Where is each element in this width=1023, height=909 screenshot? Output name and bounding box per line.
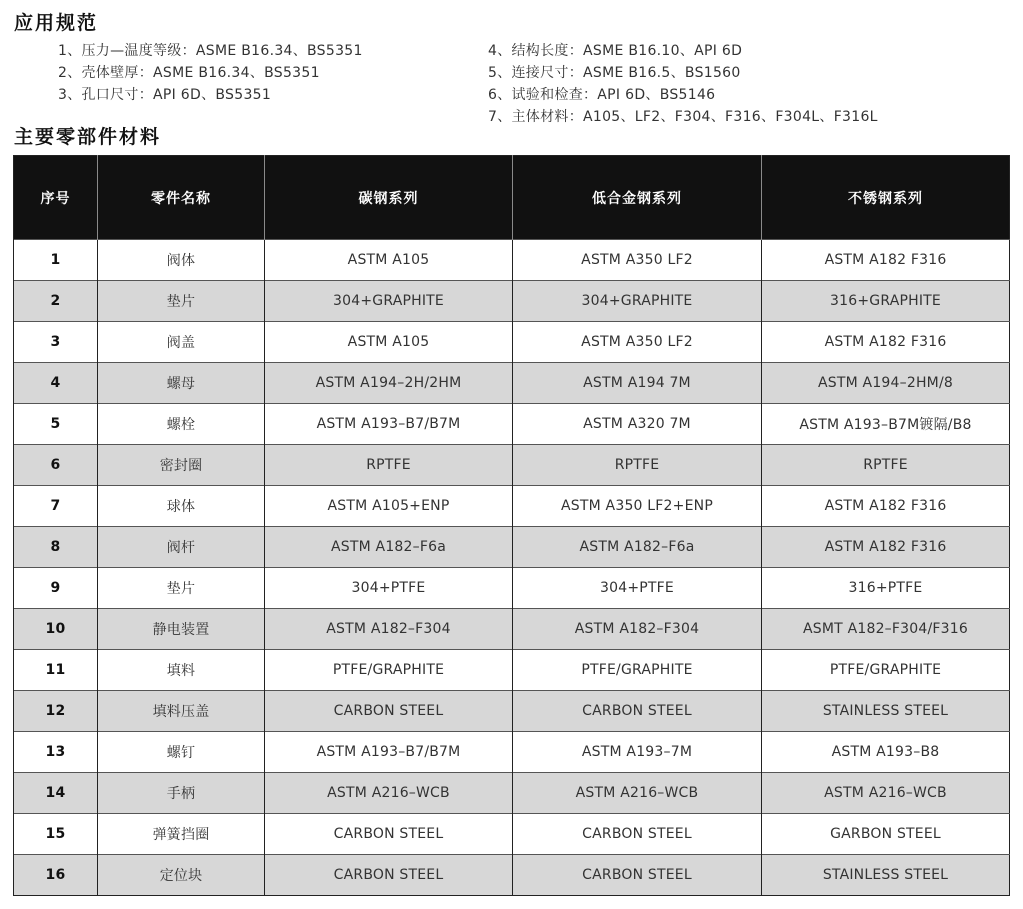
cell-part-name: 垫片 — [98, 568, 265, 609]
cell-serial-no: 8 — [14, 527, 98, 568]
standards-list-left — [58, 40, 363, 106]
cell-low-alloy-steel: ASTM A350 LF2+ENP — [513, 486, 762, 527]
cell-serial-no: 2 — [14, 281, 98, 322]
cell-carbon-steel: ASTM A193–B7/B7M — [265, 404, 513, 445]
table-row — [14, 650, 1010, 691]
cell-part-name: 阀杆 — [98, 527, 265, 568]
cell-carbon-steel: ASTM A105 — [265, 322, 513, 363]
cell-carbon-steel: CARBON STEEL — [265, 814, 513, 855]
cell-carbon-steel: RPTFE — [265, 445, 513, 486]
cell-serial-no: 9 — [14, 568, 98, 609]
cell-low-alloy-steel: PTFE/GRAPHITE — [513, 650, 762, 691]
cell-low-alloy-steel: 304+PTFE — [513, 568, 762, 609]
cell-carbon-steel: ASTM A216–WCB — [265, 773, 513, 814]
cell-part-name: 密封圈 — [98, 445, 265, 486]
table-row — [14, 732, 1010, 773]
cell-low-alloy-steel: RPTFE — [513, 445, 762, 486]
table-header-row — [14, 156, 1010, 240]
table-row — [14, 240, 1010, 281]
cell-carbon-steel: CARBON STEEL — [265, 855, 513, 896]
table-row — [14, 855, 1010, 896]
cell-stainless-steel: PTFE/GRAPHITE — [762, 650, 1010, 691]
cell-stainless-steel: ASTM A193–B7M镀隔/B8 — [762, 404, 1010, 445]
table-row — [14, 281, 1010, 322]
cell-serial-no: 1 — [14, 240, 98, 281]
cell-stainless-steel: GARBON STEEL — [762, 814, 1010, 855]
header-serial-no: 序号 — [14, 156, 98, 240]
cell-stainless-steel: STAINLESS STEEL — [762, 691, 1010, 732]
cell-part-name: 弹簧挡圈 — [98, 814, 265, 855]
cell-low-alloy-steel: 304+GRAPHITE — [513, 281, 762, 322]
header-part-name: 零件名称 — [98, 156, 265, 240]
table-row — [14, 609, 1010, 650]
cell-low-alloy-steel: ASTM A216–WCB — [513, 773, 762, 814]
cell-stainless-steel: 316+GRAPHITE — [762, 281, 1010, 322]
materials-title: 主要零部件材料 — [14, 126, 162, 148]
cell-serial-no: 14 — [14, 773, 98, 814]
table-row — [14, 691, 1010, 732]
cell-stainless-steel: ASMT A182–F304/F316 — [762, 609, 1010, 650]
cell-low-alloy-steel: ASTM A193–7M — [513, 732, 762, 773]
cell-stainless-steel: ASTM A193–B8 — [762, 732, 1010, 773]
cell-serial-no: 5 — [14, 404, 98, 445]
cell-low-alloy-steel: ASTM A182–F304 — [513, 609, 762, 650]
cell-stainless-steel: ASTM A194–2HM/8 — [762, 363, 1010, 404]
cell-stainless-steel: RPTFE — [762, 445, 1010, 486]
cell-part-name: 手柄 — [98, 773, 265, 814]
cell-stainless-steel: ASTM A182 F316 — [762, 240, 1010, 281]
cell-stainless-steel: ASTM A182 F316 — [762, 486, 1010, 527]
cell-low-alloy-steel: CARBON STEEL — [513, 855, 762, 896]
cell-low-alloy-steel: ASTM A350 LF2 — [513, 322, 762, 363]
cell-stainless-steel: 316+PTFE — [762, 568, 1010, 609]
cell-serial-no: 10 — [14, 609, 98, 650]
cell-serial-no: 7 — [14, 486, 98, 527]
header-stainless-steel: 不锈钢系列 — [762, 156, 1010, 240]
cell-serial-no: 11 — [14, 650, 98, 691]
table-row — [14, 445, 1010, 486]
table-row — [14, 363, 1010, 404]
standard-item: 6、试验和检查：API 6D、BS5146 — [488, 87, 716, 103]
cell-carbon-steel: ASTM A182–F304 — [265, 609, 513, 650]
table-row — [14, 773, 1010, 814]
cell-carbon-steel: ASTM A193–B7/B7M — [265, 732, 513, 773]
standard-item: 7、主体材料：A105、LF2、F304、F316、F304L、F316L — [488, 109, 878, 125]
cell-carbon-steel: PTFE/GRAPHITE — [265, 650, 513, 691]
table-row — [14, 322, 1010, 363]
table-row — [14, 404, 1010, 445]
cell-serial-no: 12 — [14, 691, 98, 732]
cell-carbon-steel: ASTM A105 — [265, 240, 513, 281]
materials-table — [13, 155, 1010, 896]
cell-low-alloy-steel: ASTM A320 7M — [513, 404, 762, 445]
standards-list-right — [488, 40, 878, 128]
cell-carbon-steel: ASTM A194–2H/2HM — [265, 363, 513, 404]
standard-item: 4、结构长度：ASME B16.10、API 6D — [488, 43, 743, 59]
cell-low-alloy-steel: ASTM A182–F6a — [513, 527, 762, 568]
cell-part-name: 填料 — [98, 650, 265, 691]
standard-item: 2、壳体壁厚：ASME B16.34、BS5351 — [58, 65, 320, 81]
cell-serial-no: 15 — [14, 814, 98, 855]
cell-part-name: 垫片 — [98, 281, 265, 322]
cell-part-name: 静电装置 — [98, 609, 265, 650]
cell-low-alloy-steel: CARBON STEEL — [513, 691, 762, 732]
cell-serial-no: 6 — [14, 445, 98, 486]
table-row — [14, 486, 1010, 527]
standards-title: 应用规范 — [14, 12, 99, 34]
cell-carbon-steel: 304+GRAPHITE — [265, 281, 513, 322]
cell-stainless-steel: ASTM A182 F316 — [762, 527, 1010, 568]
cell-part-name: 定位块 — [98, 855, 265, 896]
cell-serial-no: 4 — [14, 363, 98, 404]
cell-carbon-steel: 304+PTFE — [265, 568, 513, 609]
cell-carbon-steel: CARBON STEEL — [265, 691, 513, 732]
cell-serial-no: 16 — [14, 855, 98, 896]
cell-stainless-steel: ASTM A182 F316 — [762, 322, 1010, 363]
cell-carbon-steel: ASTM A105+ENP — [265, 486, 513, 527]
table-row — [14, 814, 1010, 855]
standard-item: 5、连接尺寸：ASME B16.5、BS1560 — [488, 65, 741, 81]
cell-low-alloy-steel: ASTM A350 LF2 — [513, 240, 762, 281]
cell-part-name: 球体 — [98, 486, 265, 527]
cell-stainless-steel: ASTM A216–WCB — [762, 773, 1010, 814]
cell-part-name: 螺母 — [98, 363, 265, 404]
standard-item: 1、压力—温度等级：ASME B16.34、BS5351 — [58, 43, 363, 59]
cell-low-alloy-steel: CARBON STEEL — [513, 814, 762, 855]
cell-serial-no: 3 — [14, 322, 98, 363]
cell-part-name: 填料压盖 — [98, 691, 265, 732]
cell-part-name: 螺钉 — [98, 732, 265, 773]
cell-part-name: 阀盖 — [98, 322, 265, 363]
table-row — [14, 568, 1010, 609]
cell-part-name: 阀体 — [98, 240, 265, 281]
cell-stainless-steel: STAINLESS STEEL — [762, 855, 1010, 896]
cell-serial-no: 13 — [14, 732, 98, 773]
cell-part-name: 螺栓 — [98, 404, 265, 445]
header-carbon-steel: 碳钢系列 — [265, 156, 513, 240]
header-low-alloy-steel: 低合金钢系列 — [513, 156, 762, 240]
table-row — [14, 527, 1010, 568]
standard-item: 3、孔口尺寸：API 6D、BS5351 — [58, 87, 272, 103]
cell-carbon-steel: ASTM A182–F6a — [265, 527, 513, 568]
cell-low-alloy-steel: ASTM A194 7M — [513, 363, 762, 404]
